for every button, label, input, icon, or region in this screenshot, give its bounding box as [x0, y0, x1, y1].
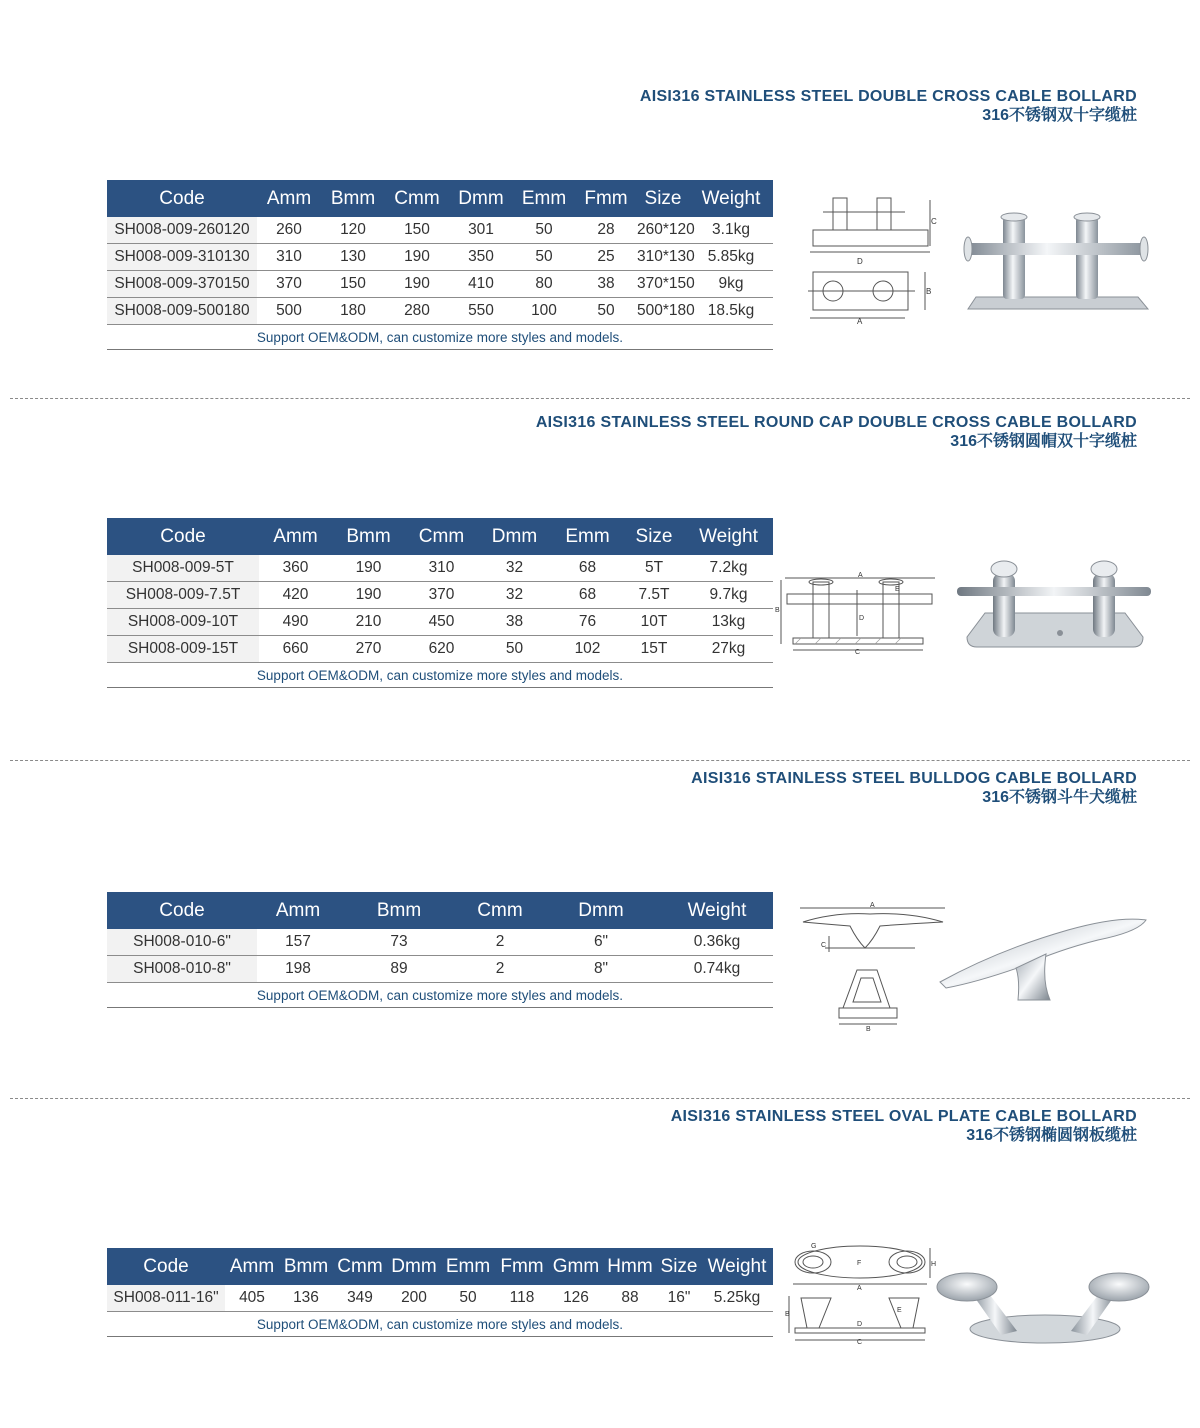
table-cell: 100 — [513, 298, 575, 325]
table-row — [107, 1285, 773, 1312]
header-cell: Weight — [689, 180, 773, 217]
table-cell: 32 — [478, 582, 551, 609]
dim-label: A — [857, 317, 863, 326]
code-cell: SH008-009-310130 — [107, 244, 257, 271]
support-note-row — [107, 1312, 773, 1337]
header-cell: Bmm — [321, 180, 385, 217]
header-cell: Amm — [257, 892, 339, 929]
spec-table-bulldog — [107, 892, 773, 1008]
support-note-row — [107, 983, 773, 1008]
table-cell: 76 — [551, 609, 624, 636]
table-cell: 80 — [513, 271, 575, 298]
table-cell: 5.85kg — [689, 244, 773, 271]
table-row — [107, 582, 773, 609]
section-title-cn: 316不锈钢双十字缆桩 — [982, 107, 1137, 124]
header-cell: Emm — [513, 180, 575, 217]
header-cell: Bmm — [332, 518, 405, 555]
code-cell: SH008-009-260120 — [107, 217, 257, 244]
section-4-title — [671, 1107, 1137, 1146]
table-row — [107, 217, 773, 244]
code-cell: SH008-009-5T — [107, 555, 259, 582]
table-cell: 130 — [321, 244, 385, 271]
dim-label: G — [811, 1243, 817, 1250]
table-cell: 360 — [259, 555, 332, 582]
table-cell: 660 — [259, 636, 332, 663]
header-cell: Emm — [441, 1248, 495, 1285]
table-cell: 2 — [459, 929, 541, 956]
header-cell: Fmm — [575, 180, 637, 217]
table-cell: 50 — [513, 244, 575, 271]
dim-label: D — [857, 257, 863, 266]
header-cell: Cmm — [405, 518, 478, 555]
section-title-cn: 316不锈钢斗牛犬缆桩 — [982, 789, 1137, 806]
table-cell: 260*120 — [637, 217, 689, 244]
spec-table-double-cross — [107, 180, 773, 350]
table-cell: 18.5kg — [689, 298, 773, 325]
section-2-title — [536, 413, 1137, 452]
section-title-en: AISI316 STAINLESS STEEL DOUBLE CROSS CABLE BOLLARD — [639, 88, 1137, 105]
table-cell: 500*180 — [637, 298, 689, 325]
dim-label: E — [897, 1307, 902, 1314]
table-row — [107, 298, 773, 325]
table-cell: 50 — [575, 298, 637, 325]
table-cell: 370*150 — [637, 271, 689, 298]
table-cell: 301 — [449, 217, 513, 244]
table-cell: 13kg — [684, 609, 773, 636]
table-cell: 6" — [541, 929, 661, 956]
table-cell: 150 — [321, 271, 385, 298]
table-cell: 0.36kg — [661, 929, 773, 956]
header-cell: Weight — [684, 518, 773, 555]
table-cell: 157 — [257, 929, 339, 956]
table-cell: 88 — [603, 1285, 657, 1312]
table-cell: 38 — [478, 609, 551, 636]
table-cell: 190 — [332, 555, 405, 582]
table-cell: 310*130 — [637, 244, 689, 271]
table-cell: 150 — [385, 217, 449, 244]
table-row — [107, 636, 773, 663]
dim-label: D — [859, 615, 865, 622]
code-cell: SH008-009-500180 — [107, 298, 257, 325]
table-cell: 310 — [257, 244, 321, 271]
table-cell: 350 — [449, 244, 513, 271]
table-cell: 50 — [478, 636, 551, 663]
spec-table-round-cap — [107, 518, 773, 688]
header-cell: Dmm — [449, 180, 513, 217]
header-cell: Size — [637, 180, 689, 217]
header-cell: Weight — [701, 1248, 773, 1285]
table-cell: 280 — [385, 298, 449, 325]
table-cell: 68 — [551, 555, 624, 582]
table-cell: 370 — [405, 582, 478, 609]
table-cell: 198 — [257, 956, 339, 983]
header-cell: Cmm — [385, 180, 449, 217]
table-cell: 9kg — [689, 271, 773, 298]
table-cell: 102 — [551, 636, 624, 663]
code-cell: SH008-011-16" — [107, 1285, 225, 1312]
product-photo-double-cross — [958, 205, 1153, 315]
spec-table-oval-plate — [107, 1248, 773, 1337]
dim-label: B — [775, 607, 780, 614]
table-cell: 7.2kg — [684, 555, 773, 582]
table-header-row — [107, 892, 773, 929]
dim-label: C — [821, 942, 827, 949]
header-cell: Weight — [661, 892, 773, 929]
table-cell: 89 — [339, 956, 459, 983]
header-cell: Emm — [551, 518, 624, 555]
header-cell: Cmm — [333, 1248, 387, 1285]
header-cell: Dmm — [541, 892, 661, 929]
table-cell: 5T — [624, 555, 684, 582]
dim-label: B — [785, 1311, 790, 1318]
support-note: Support OEM&ODM, can customize more styles and models. — [107, 325, 773, 350]
table-cell: 190 — [332, 582, 405, 609]
dim-label: C — [857, 1339, 863, 1346]
table-cell: 10T — [624, 609, 684, 636]
code-cell: SH008-010-6" — [107, 929, 257, 956]
header-cell: Amm — [257, 180, 321, 217]
header-cell: Amm — [225, 1248, 279, 1285]
dim-label: A — [857, 1285, 862, 1292]
dim-label: B — [926, 287, 932, 296]
header-cell: Gmm — [549, 1248, 603, 1285]
section-3-title — [691, 769, 1137, 808]
section-title-en: AISI316 STAINLESS STEEL ROUND CAP DOUBLE CROSS CABLE BOLLARD — [535, 414, 1137, 431]
header-cell: Size — [657, 1248, 701, 1285]
table-cell: 126 — [549, 1285, 603, 1312]
table-cell: 28 — [575, 217, 637, 244]
table-row — [107, 271, 773, 298]
header-cell: Size — [624, 518, 684, 555]
code-cell: SH008-009-7.5T — [107, 582, 259, 609]
code-cell: SH008-009-370150 — [107, 271, 257, 298]
header-cell: Code — [107, 180, 257, 217]
section-divider — [10, 760, 1190, 761]
technical-drawing-double-cross — [805, 190, 940, 325]
dim-label: A — [870, 902, 875, 909]
product-photo-round-cap — [955, 555, 1155, 650]
table-header-row — [107, 518, 773, 555]
table-cell: 0.74kg — [661, 956, 773, 983]
section-title-cn: 316不锈钢椭圆钢板缆桩 — [966, 1127, 1137, 1144]
table-cell: 16" — [657, 1285, 701, 1312]
code-cell: SH008-009-15T — [107, 636, 259, 663]
section-title-en: AISI316 STAINLESS STEEL OVAL PLATE CABLE BOLLARD — [670, 1108, 1137, 1125]
support-note-row — [107, 663, 773, 688]
table-row — [107, 956, 773, 983]
table-cell: 32 — [478, 555, 551, 582]
dim-label: C — [931, 217, 937, 226]
table-cell: 68 — [551, 582, 624, 609]
section-title-cn: 316不锈钢圆帽双十字缆桩 — [950, 433, 1137, 450]
code-cell: SH008-010-8" — [107, 956, 257, 983]
table-cell: 27kg — [684, 636, 773, 663]
table-cell: 190 — [385, 244, 449, 271]
section-1-title — [640, 87, 1137, 126]
dim-label: F — [857, 1260, 862, 1267]
table-cell: 210 — [332, 609, 405, 636]
header-cell: Code — [107, 892, 257, 929]
table-row — [107, 244, 773, 271]
table-cell: 349 — [333, 1285, 387, 1312]
header-cell: Code — [107, 518, 259, 555]
support-note: Support OEM&ODM, can customize more styles and models. — [107, 1312, 773, 1337]
dim-label: A — [858, 572, 863, 579]
table-cell: 120 — [321, 217, 385, 244]
table-header-row — [107, 1248, 773, 1285]
support-note: Support OEM&ODM, can customize more styles and models. — [107, 983, 773, 1008]
table-cell: 270 — [332, 636, 405, 663]
dim-label: D — [857, 1321, 863, 1328]
table-cell: 420 — [259, 582, 332, 609]
header-cell: Fmm — [495, 1248, 549, 1285]
table-cell: 450 — [405, 609, 478, 636]
support-note-row — [107, 325, 773, 350]
technical-drawing-bulldog — [795, 900, 950, 1032]
table-cell: 50 — [441, 1285, 495, 1312]
header-cell: Hmm — [603, 1248, 657, 1285]
table-cell: 310 — [405, 555, 478, 582]
table-cell: 200 — [387, 1285, 441, 1312]
table-row — [107, 555, 773, 582]
table-header-row — [107, 180, 773, 217]
table-cell: 410 — [449, 271, 513, 298]
table-cell: 7.5T — [624, 582, 684, 609]
header-cell: Code — [107, 1248, 225, 1285]
table-cell: 73 — [339, 929, 459, 956]
table-cell: 180 — [321, 298, 385, 325]
support-note: Support OEM&ODM, can customize more styles and models. — [107, 663, 773, 688]
table-cell: 15T — [624, 636, 684, 663]
table-cell: 118 — [495, 1285, 549, 1312]
header-cell: Dmm — [478, 518, 551, 555]
header-cell: Amm — [259, 518, 332, 555]
section-title-en: AISI316 STAINLESS STEEL BULLDOG CABLE BOLLARD — [691, 770, 1137, 787]
technical-drawing-round-cap — [775, 570, 943, 655]
dim-label: B — [866, 1026, 871, 1033]
table-cell: 500 — [257, 298, 321, 325]
table-cell: 38 — [575, 271, 637, 298]
code-cell: SH008-009-10T — [107, 609, 259, 636]
table-cell: 370 — [257, 271, 321, 298]
table-cell: 190 — [385, 271, 449, 298]
table-cell: 9.7kg — [684, 582, 773, 609]
dim-label: C — [855, 649, 861, 656]
technical-drawing-oval-plate — [785, 1240, 935, 1345]
dim-label: H — [931, 1261, 937, 1268]
table-cell: 25 — [575, 244, 637, 271]
table-cell: 620 — [405, 636, 478, 663]
table-cell: 136 — [279, 1285, 333, 1312]
table-row — [107, 929, 773, 956]
table-cell: 260 — [257, 217, 321, 244]
section-divider — [10, 1098, 1190, 1099]
table-row — [107, 609, 773, 636]
header-cell: Cmm — [459, 892, 541, 929]
table-cell: 3.1kg — [689, 217, 773, 244]
table-cell: 8" — [541, 956, 661, 983]
table-cell: 490 — [259, 609, 332, 636]
header-cell: Bmm — [279, 1248, 333, 1285]
header-cell: Dmm — [387, 1248, 441, 1285]
header-cell: Bmm — [339, 892, 459, 929]
product-photo-bulldog — [938, 910, 1150, 1005]
table-cell: 50 — [513, 217, 575, 244]
table-cell: 2 — [459, 956, 541, 983]
product-photo-oval-plate — [935, 1265, 1153, 1347]
table-cell: 5.25kg — [701, 1285, 773, 1312]
dim-label: E — [895, 586, 900, 593]
table-cell: 405 — [225, 1285, 279, 1312]
section-divider — [10, 398, 1190, 399]
table-cell: 550 — [449, 298, 513, 325]
